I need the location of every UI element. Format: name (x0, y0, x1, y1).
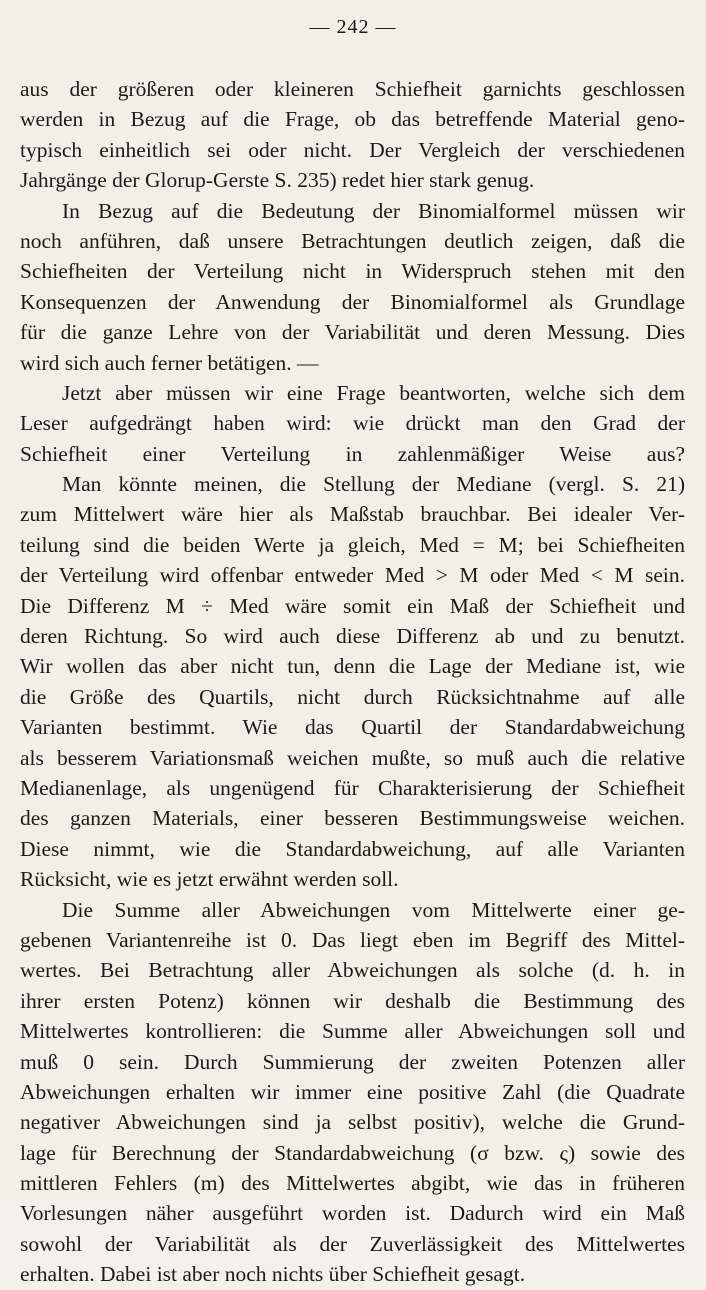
text-line: mittleren Fehlers (m) des Mittelwertes abgibt, wie das in früheren (20, 1171, 685, 1196)
text-line: Diese nimmt, wie die Standardabweichung, auf alle Varianten (20, 836, 685, 861)
page-number: — 242 — (309, 16, 397, 38)
text-line: lage für Berechnung der Standardabweichung (σ bzw. ς) sowie des (20, 1140, 685, 1165)
text-line: typisch einheitlich sei oder nicht. Der Vergleich der verschiedenen (20, 137, 685, 162)
text-line: Wir wollen das aber nicht tun, denn die Lage der Mediane ist, wie (20, 654, 685, 679)
text-line: Die Differenz M ÷ Med wäre somit ein Maß der Schiefheit und (20, 593, 685, 618)
text-line: Leser aufgedrängt haben wird: wie drückt man den Grad der (20, 411, 685, 436)
text-line: Konsequenzen der Anwendung der Binomialformel als Grundlage (20, 289, 685, 314)
text-line: Abweichungen erhalten wir immer eine positive Zahl (die Quadrate (20, 1079, 685, 1104)
body-text (20, 74, 685, 1290)
text-line: aus der größeren oder kleineren Schiefheit garnichts geschlossen (20, 77, 685, 101)
text-line: Schiefheiten der Verteilung nicht in Widerspruch stehen mit den (20, 259, 685, 284)
text-line: wird sich auch ferner betätigen. — (20, 350, 319, 375)
text-line: noch anführen, daß unsere Betrachtungen deutlich zeigen, daß die (20, 228, 685, 253)
text-line: für die ganze Lehre von der Variabilität und deren Messung. Dies (20, 320, 685, 345)
text-line: Rücksicht, wie es jetzt erwähnt werden soll. (20, 867, 399, 892)
text-line: deren Richtung. So wird auch diese Differenz ab und zu benutzt. (20, 624, 685, 649)
text-line: Man könnte meinen, die Stellung der Mediane (vergl. S. 21) (62, 472, 685, 497)
text-line: sowohl der Variabilität als der Zuverlässigkeit des Mittelwertes (20, 1231, 685, 1256)
text-line: ihrer ersten Potenz) können wir deshalb die Bestimmung des (20, 988, 685, 1013)
text-line: wertes. Bei Betrachtung aller Abweichungen als solche (d. h. in (20, 958, 685, 983)
text-line: Medianenlage, als ungenügend für Charakterisierung der Schiefheit (20, 775, 685, 800)
text-line: des ganzen Materials, einer besseren Bestimmungsweise weichen. (20, 806, 685, 831)
text-line: Varianten bestimmt. Wie das Quartil der Standardabweichung (20, 715, 685, 740)
text-line: zum Mittelwert wäre hier als Maßstab brauchbar. Bei idealer Ver- (20, 502, 685, 527)
text-line: negativer Abweichungen sind ja selbst positiv), welche die Grund- (20, 1110, 685, 1135)
text-line: Jahrgänge der Glorup-Gerste S. 235) redet hier stark genug. (20, 168, 535, 193)
text-line: werden in Bezug auf die Frage, ob das betreffende Material geno- (20, 107, 685, 132)
text-line: Jetzt aber müssen wir eine Frage beantworten, welche sich dem (62, 380, 685, 405)
text-line: Mittelwertes kontrollieren: die Summe aller Abweichungen soll und (20, 1019, 685, 1044)
text-line: teilung sind die beiden Werte ja gleich, Med = M; bei Schiefheiten (20, 532, 685, 557)
text-line: der Verteilung wird offenbar entweder Med > M oder Med < M sein. (20, 563, 685, 588)
text-line: gebenen Variantenreihe ist 0. Das liegt eben im Begriff des Mittel- (20, 927, 685, 952)
text-line: muß 0 sein. Durch Summierung der zweiten Potenzen aller (20, 1049, 685, 1074)
text-line: als besserem Variationsmaß weichen mußte, so muß auch die relative (20, 745, 685, 770)
text-line: Die Summe aller Abweichungen vom Mittelwerte einer ge- (62, 897, 685, 922)
text-line: erhalten. Dabei ist aber noch nichts über Schiefheit gesagt. (20, 1262, 526, 1287)
text-line: In Bezug auf die Bedeutung der Binomialformel müssen wir (62, 198, 685, 223)
text-line: Vorlesungen näher ausgeführt worden ist. Dadurch wird ein Maß (20, 1201, 685, 1226)
text-line: Schiefheit einer Verteilung in zahlenmäßiger Weise aus? (20, 441, 685, 466)
text-line: die Größe des Quartils, nicht durch Rücksichtnahme auf alle (20, 684, 685, 709)
